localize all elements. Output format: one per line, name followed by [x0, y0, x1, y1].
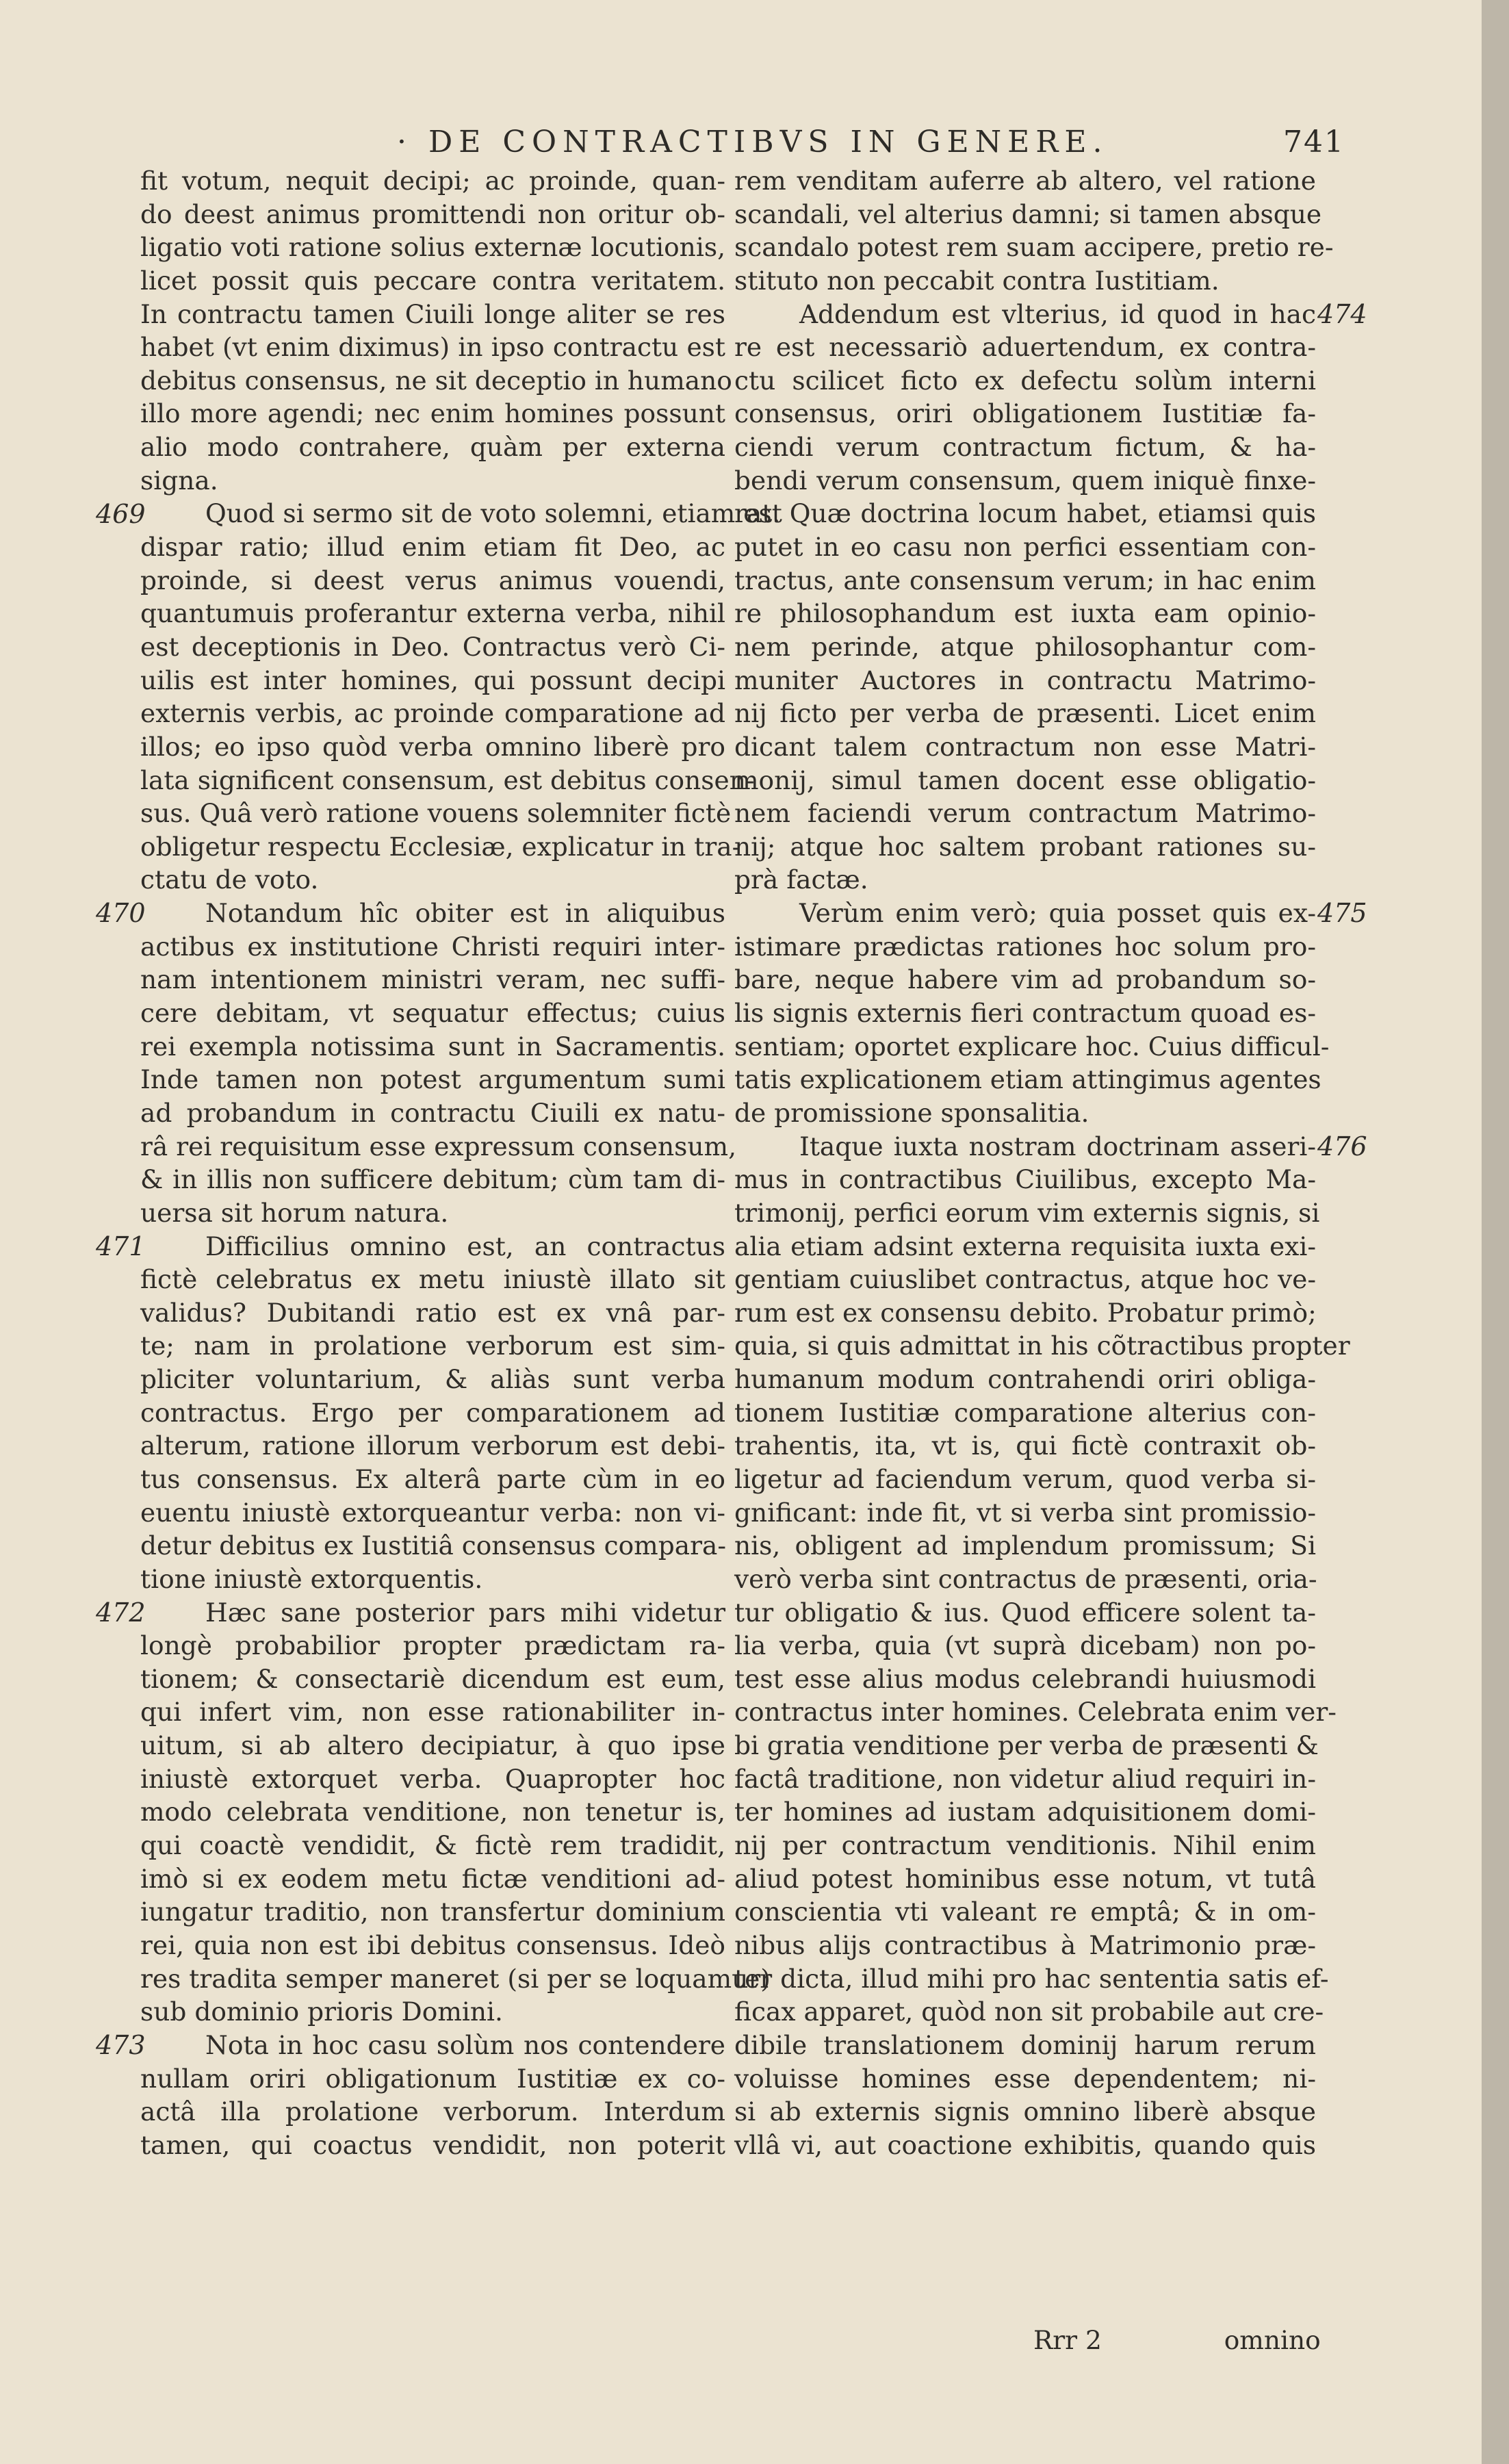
text-line: tur obligatio & ius. Quod efficere solent ta- [734, 1597, 1316, 1628]
text-line: trimonij, perfici eorum vim externis signis, si [734, 1197, 1320, 1228]
text-line: validus? Dubitandi ratio est ex vnâ par- [140, 1297, 725, 1328]
text-line: iniustè extorquet verba. Quapropter hoc [140, 1763, 725, 1794]
text-line: monij, simul tamen docent esse obligatio- [734, 765, 1316, 795]
text-line: mus in contractibus Ciuilibus, excepto Ma- [734, 1164, 1316, 1195]
text-line: Nota in hoc casu solùm nos contendere [205, 2029, 725, 2060]
text-line: quia, si quis admittat in his cõtractibus propter [734, 1331, 1350, 1361]
catchword: omnino [1224, 2325, 1321, 2355]
text-line: lia verba, quia (vt suprà dicebam) non po- [734, 1630, 1316, 1661]
page-number: 741 [1283, 125, 1345, 159]
text-line: dispar ratio; illud enim etiam fit Deo, ac [140, 532, 725, 563]
text-line: nij ficto per verba de præsenti. Licet enim [734, 698, 1316, 729]
text-line: tione iniustè extorquentis. [140, 1563, 483, 1594]
text-line: prà factæ. [734, 864, 868, 895]
text-line: habet (vt enim diximus) in ipso contractu est [140, 332, 725, 363]
text-line: Verùm enim verò; quia posset quis ex- [799, 898, 1316, 929]
text-line: consensus, oriri obligationem Iustitiæ fa- [734, 398, 1316, 429]
text-line: rat. Quæ doctrina locum habet, etiamsi quis [734, 498, 1316, 529]
text-line: si ab externis signis omnino liberè absque [734, 2096, 1316, 2127]
text-line: test esse alius modus celebrandi huiusmodi [734, 1663, 1316, 1694]
text-line: res tradita semper maneret (si per se loquamur) [140, 1963, 771, 1994]
text-line: alio modo contrahere, quàm per externa [140, 432, 725, 463]
text-line: uersa sit horum natura. [140, 1197, 449, 1228]
text-line: sus. Quâ verò ratione vouens solemniter fictè [140, 798, 732, 829]
text-line: Notandum hîc obiter est in aliquibus [205, 898, 725, 929]
text-line: externis verbis, ac proinde comparatione ad [140, 698, 725, 729]
text-line: conscientia vti valeant re emptâ; & in om- [734, 1897, 1316, 1927]
text-line: ter homines ad iustam adquisitionem domi- [734, 1797, 1316, 1827]
text-line: Difficilius omnino est, an contractus [205, 1231, 725, 1261]
text-line: ctu scilicet ficto ex defectu solùm interni [734, 365, 1316, 396]
text-line: bare, neque habere vim ad probandum so- [734, 964, 1316, 995]
text-line: trahentis, ita, vt is, qui fictè contraxit ob- [734, 1430, 1316, 1461]
text-line: obligetur respectu Ecclesiæ, explicatur in tra- [140, 831, 741, 862]
text-line: putet in eo casu non perfici essentiam con- [734, 532, 1316, 563]
paragraph-number: 469 [96, 498, 146, 529]
text-line: rei exempla notissima sunt in Sacramentis. [140, 1031, 725, 1062]
text-line: euentu iniustè extorqueantur verba: non vi- [140, 1497, 725, 1528]
text-line: rum est ex consensu debito. Probatur primò; [734, 1297, 1317, 1328]
text-line: nis, obligent ad implendum promissum; Si [734, 1530, 1316, 1561]
page-footer [1033, 2324, 1321, 2357]
text-line: factâ traditione, non videtur aliud requiri in- [734, 1763, 1316, 1794]
text-line: tionem; & consectariè dicendum est eum, [140, 1663, 725, 1694]
text-line: longè probabilior propter prædictam ra- [140, 1630, 725, 1661]
text-line: alia etiam adsint externa requisita iuxta exi- [734, 1231, 1316, 1261]
paragraph-number: 474 [1317, 298, 1367, 329]
signature-mark: Rrr 2 [1033, 2325, 1102, 2355]
text-line: ligatio voti ratione solius externæ locutionis, [140, 232, 725, 263]
text-line: Hæc sane posterior pars mihi videtur [205, 1597, 725, 1628]
running-title: · DE CONTRACTIBVS IN GENERE. [397, 125, 1109, 159]
text-line: proinde, si deest verus animus vouendi, [140, 565, 725, 595]
text-line: ctatu de voto. [140, 864, 319, 895]
text-line: vllâ vi, aut coactione exhibitis, quando quis [734, 2129, 1316, 2160]
text-line: qui coactè vendidit, & fictè rem tradidit, [140, 1830, 725, 1861]
text-line: Quod si sermo sit de voto solemni, etiam est [205, 498, 782, 529]
text-line: nem faciendi verum contractum Matrimo- [734, 798, 1316, 829]
text-line: te; nam in prolatione verborum est sim- [140, 1331, 725, 1361]
text-line: sub dominio prioris Domini. [140, 1997, 503, 2027]
text-line: do deest animus promittendi non oritur ob- [140, 198, 725, 229]
text-line: scandalo potest rem suam accipere, pretio re- [734, 232, 1334, 263]
text-line: scandali, vel alterius damni; si tamen absque [734, 198, 1322, 229]
text-line: imò si ex eodem metu fictæ venditioni ad- [140, 1863, 725, 1894]
text-line: actibus ex institutione Christi requiri inter- [140, 931, 725, 962]
text-line: stituto non peccabit contra Iustitiam. [734, 265, 1220, 296]
text-line: re philosophandum est iuxta eam opinio- [734, 598, 1316, 629]
text-line: Inde tamen non potest argumentum sumi [140, 1064, 725, 1095]
text-line: Itaque iuxta nostram doctrinam asseri- [799, 1131, 1316, 1162]
text-line: licet possit quis peccare contra veritatem. [140, 265, 725, 296]
text-line: ter dicta, illud mihi pro hac sententia satis ef- [734, 1963, 1329, 1994]
text-line: voluisse homines esse dependentem; ni- [734, 2063, 1316, 2094]
paragraph-number: 473 [96, 2030, 146, 2061]
paragraph-number: 472 [96, 1597, 146, 1628]
text-line: pliciter voluntarium, & aliàs sunt verba [140, 1364, 725, 1395]
text-line: istimare prædictas rationes hoc solum pro- [734, 931, 1316, 962]
text-line: tamen, qui coactus vendidit, non poterit [140, 2129, 725, 2160]
paragraph-number: 475 [1317, 898, 1367, 929]
text-line: re est necessariò aduertendum, ex contra- [734, 332, 1316, 363]
text-line: uilis est inter homines, qui possunt decipi [140, 665, 725, 695]
text-line: alterum, ratione illorum verborum est debi- [140, 1430, 725, 1461]
text-line: In contractu tamen Ciuili longe aliter se res [140, 298, 725, 329]
text-line: ligetur ad faciendum verum, quod verba si- [734, 1463, 1316, 1494]
text-line: & in illis non sufficere debitum; cùm tam di- [140, 1164, 725, 1195]
text-line: uitum, si ab altero decipiatur, à quo ipse [140, 1730, 725, 1761]
text-line: tionem Iustitiæ comparatione alterius con- [734, 1397, 1316, 1428]
text-line: est deceptionis in Deo. Contractus verò Ci- [140, 631, 725, 662]
page-edge [1482, 0, 1509, 2464]
text-line: illo more agendi; nec enim homines possunt [140, 398, 725, 429]
text-line: cere debitam, vt sequatur effectus; cuius [140, 998, 725, 1029]
text-line: râ rei requisitum esse expressum consensum, [140, 1131, 737, 1162]
paragraph-number: 471 [96, 1231, 146, 1261]
text-line: bendi verum consensum, quem iniquè finxe- [734, 465, 1316, 496]
text-line: rem venditam auferre ab altero, vel ratione [734, 166, 1316, 196]
text-line: Addendum est vlterius, id quod in hac [799, 298, 1316, 329]
text-line: nibus alijs contractibus à Matrimonio præ- [734, 1929, 1316, 1960]
text-line: bi gratia venditione per verba de præsenti & [734, 1730, 1319, 1761]
text-line: contractus. Ergo per comparationem ad [140, 1397, 725, 1428]
text-line: lis signis externis fieri contractum quoad es- [734, 998, 1316, 1029]
text-line: nem perinde, atque philosophantur com- [734, 631, 1316, 662]
text-line: gnificant: inde fit, vt si verba sint promissio- [734, 1497, 1316, 1528]
text-line: aliud potest hominibus esse notum, vt tutâ [734, 1863, 1316, 1894]
text-line: signa. [140, 465, 218, 496]
text-line: iungatur traditio, non transfertur dominium [140, 1897, 725, 1927]
text-line: tatis explicationem etiam attingimus agentes [734, 1064, 1321, 1095]
text-line: nij; atque hoc saltem probant rationes su- [734, 831, 1316, 862]
text-line: quantumuis proferantur externa verba, nihil [140, 598, 725, 629]
paragraph-number: 470 [96, 898, 146, 929]
left-column [140, 164, 782, 2161]
text-line: nullam oriri obligationum Iustitiæ ex co- [140, 2063, 725, 2094]
text-line: lata significent consensum, est debitus consen- [140, 765, 755, 795]
text-line: nam intentionem ministri veram, nec suffi- [140, 964, 725, 995]
text-line: dicant talem contractum non esse Matri- [734, 731, 1316, 762]
text-line: ad probandum in contractu Ciuili ex natu- [140, 1097, 725, 1128]
text-line: gentiam cuiuslibet contractus, atque hoc ve- [734, 1264, 1316, 1295]
text-line: de promissione sponsalitia. [734, 1097, 1089, 1128]
text-line: rei, quia non est ibi debitus consensus. Ideò [140, 1929, 725, 1960]
text-line: humanum modum contrahendi oriri obliga- [734, 1364, 1316, 1395]
text-line: ciendi verum contractum fictum, & ha- [734, 432, 1316, 463]
text-line: actâ illa prolatione verborum. Interdum [140, 2096, 725, 2127]
text-line: fit votum, nequit decipi; ac proinde, quan- [140, 166, 725, 196]
text-line: tus consensus. Ex alterâ parte cùm in eo [140, 1463, 725, 1494]
text-line: tractus, ante consensum verum; in hac enim [734, 565, 1316, 595]
text-line: fictè celebratus ex metu iniustè illato sit [140, 1264, 725, 1295]
text-line: detur debitus ex Iustitiâ consensus compara- [140, 1530, 727, 1561]
text-line: contractus inter homines. Celebrata enim ver- [734, 1697, 1337, 1728]
text-line: qui infert vim, non esse rationabiliter in- [140, 1697, 725, 1728]
text-line: ficax apparet, quòd non sit probabile aut cre- [734, 1997, 1324, 2027]
text-line: debitus consensus, ne sit deceptio in humano [140, 365, 732, 396]
text-line: illos; eo ipso quòd verba omnino liberè pro [140, 731, 725, 762]
text-line: dibile translationem dominij harum rerum [734, 2029, 1316, 2060]
text-line: muniter Auctores in contractu Matrimo- [734, 665, 1316, 695]
text-line: verò verba sint contractus de præsenti, oria- [734, 1563, 1317, 1594]
paragraph-number: 476 [1317, 1131, 1367, 1162]
text-line: modo celebrata venditione, non tenetur is, [140, 1797, 725, 1827]
text-line: nij per contractum venditionis. Nihil enim [734, 1830, 1316, 1861]
text-line: sentiam; oportet explicare hoc. Cuius difficul- [734, 1031, 1330, 1062]
